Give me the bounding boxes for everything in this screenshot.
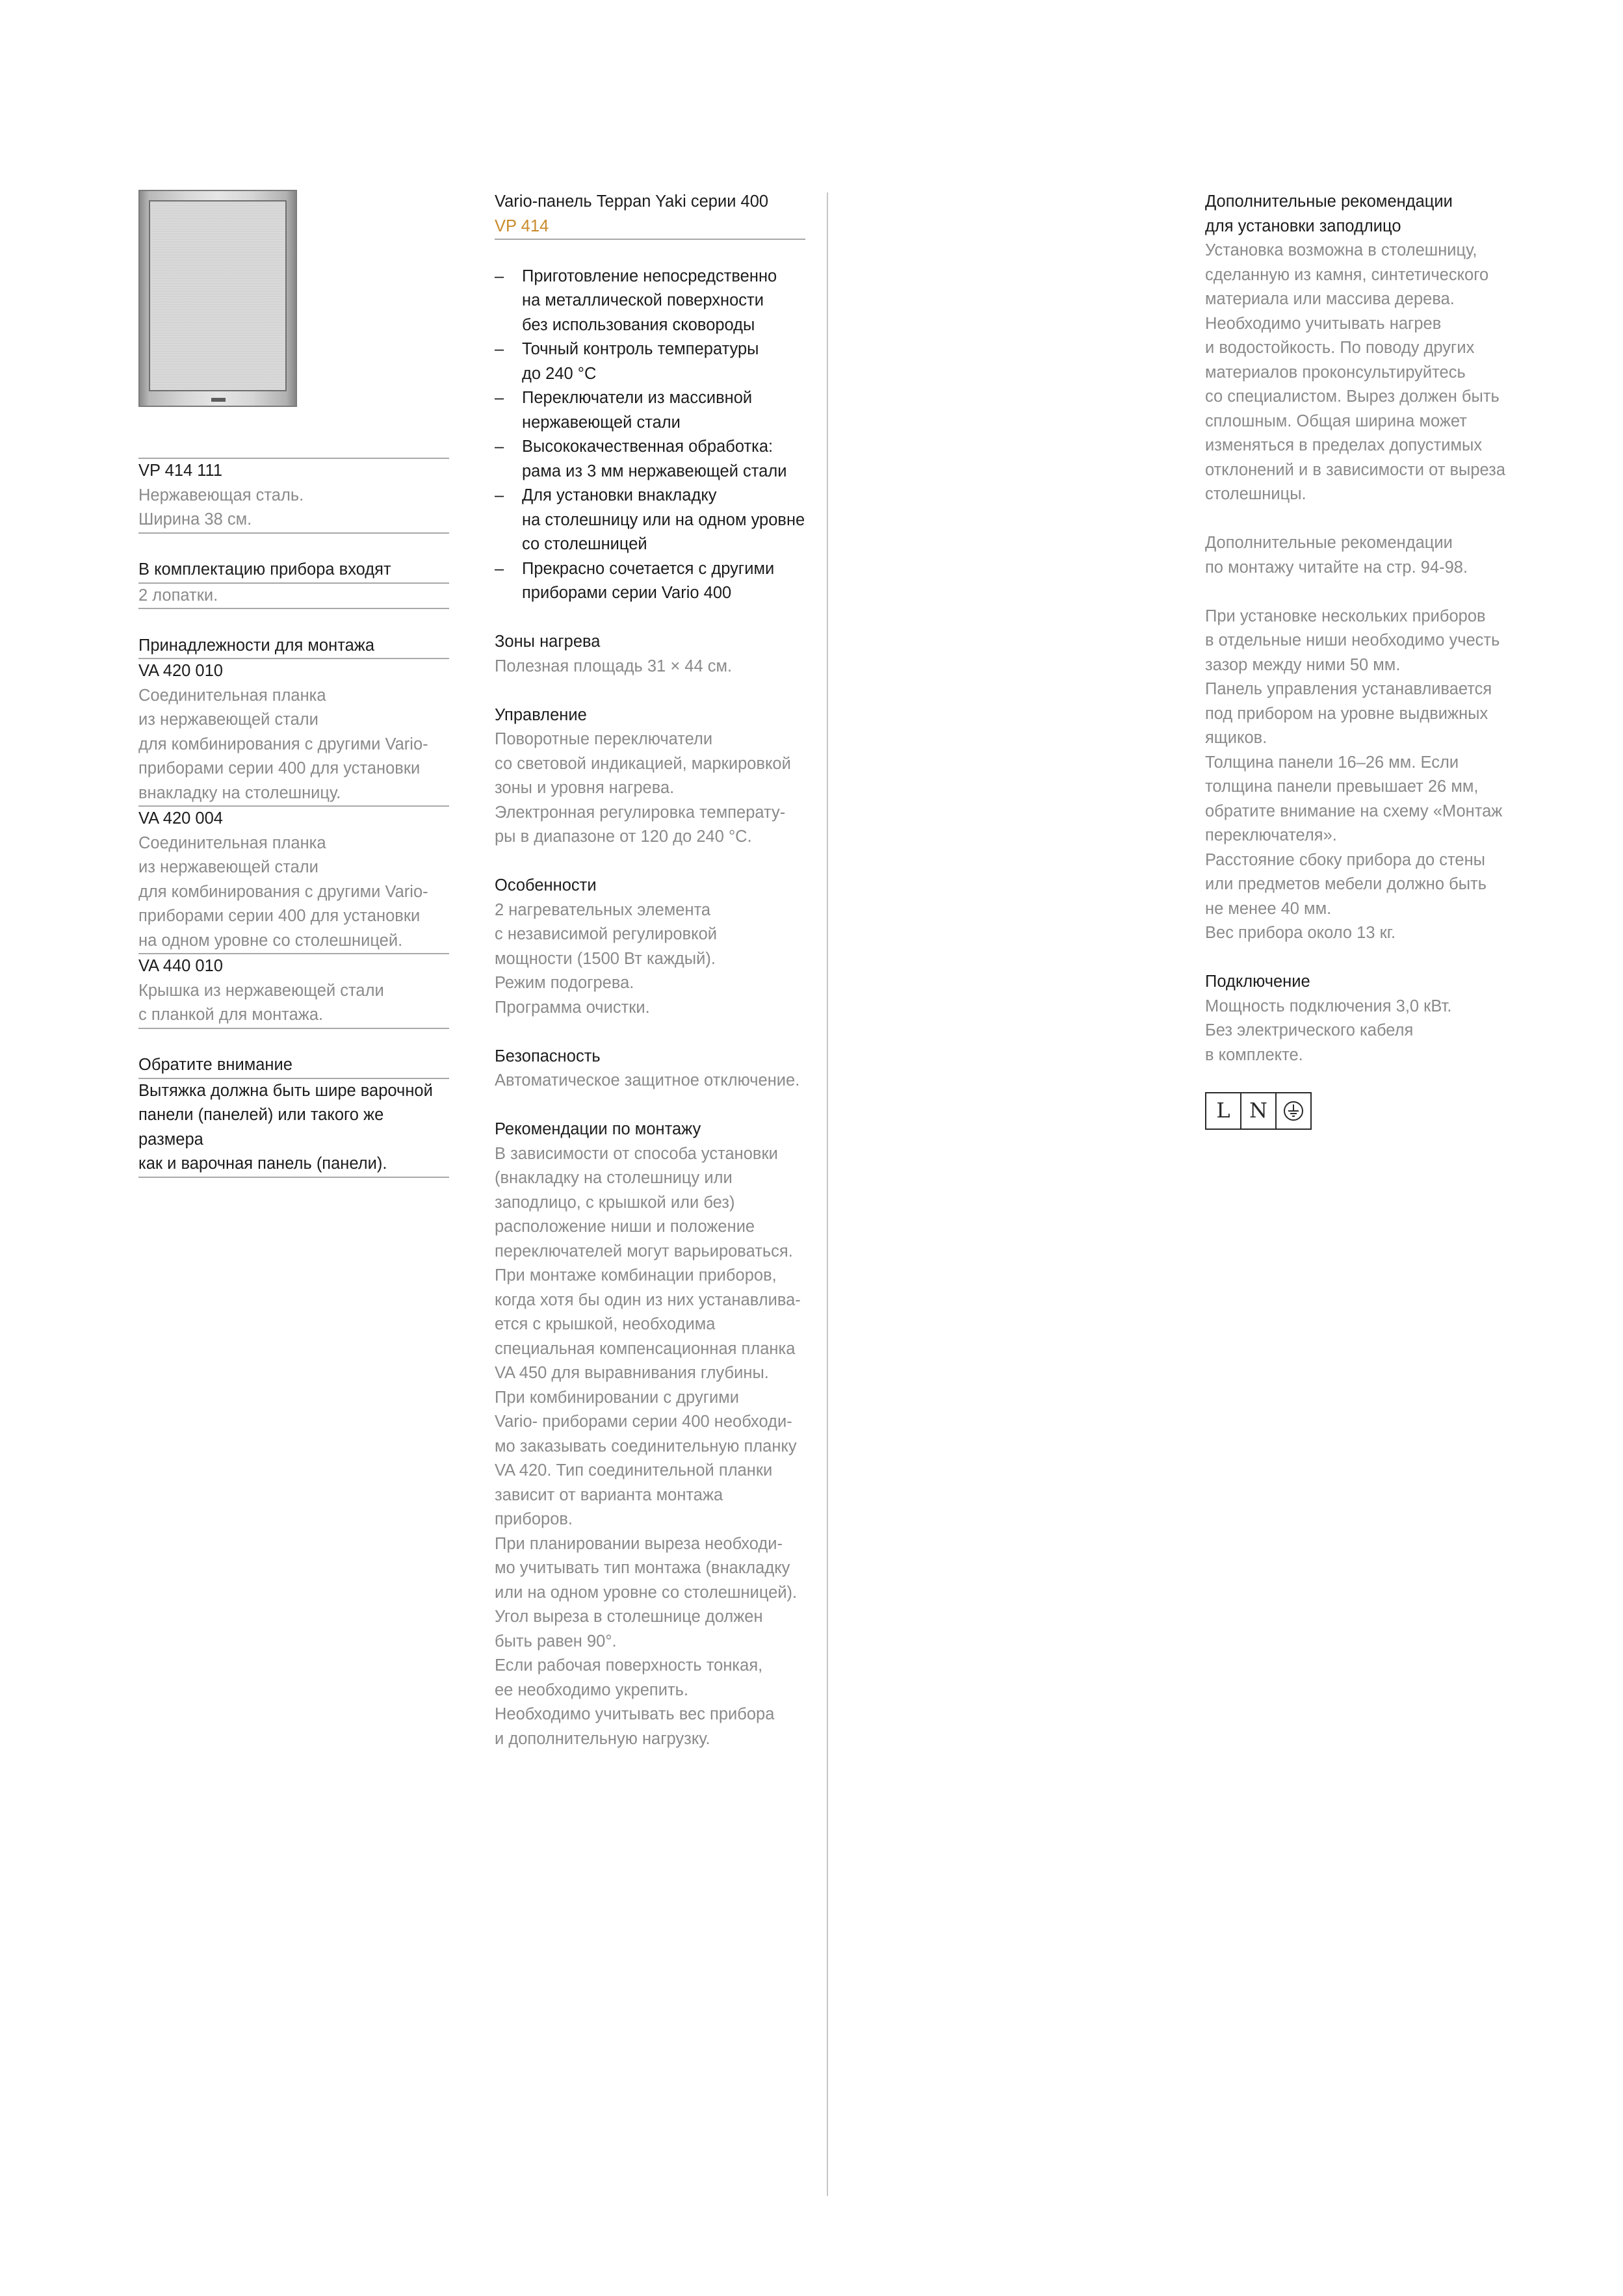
material: Нержавеющая сталь.	[138, 486, 304, 504]
note-line: как и варочная панель (панели).	[138, 1155, 387, 1173]
section-line: быть равен 90°.	[495, 1632, 617, 1650]
section-line: Необходимо учитывать вес прибора	[495, 1705, 775, 1723]
section-line: зависит от варианта монтажа	[495, 1485, 723, 1504]
flush-line: столешницы.	[1205, 485, 1306, 503]
more-info-line: по монтажу читайте на стр. 94-98.	[1205, 558, 1468, 577]
section-line: приборов.	[495, 1510, 573, 1528]
section-line: (внакладку на столешницу или	[495, 1169, 733, 1187]
section-title: Особенности	[495, 876, 597, 894]
section-line: переключателей могут варьироваться.	[495, 1242, 793, 1260]
section-line: При монтаже комбинации приборов,	[495, 1266, 777, 1285]
section-line: Если рабочая поверхность тонкая,	[495, 1656, 763, 1675]
product-code: VP 414	[495, 216, 549, 235]
note-line: Вытяжка должна быть шире варочной	[138, 1081, 433, 1100]
accessory-code: VA 420 010	[138, 662, 223, 680]
flush-title-line: Дополнительные рекомендации	[1205, 192, 1453, 211]
feature-item: – Для установки внакладку на столешницу или на одном уровне со столешницей	[495, 484, 805, 557]
accessory-code: VA 440 010	[138, 957, 223, 975]
section-line: При комбинировании с другими	[495, 1388, 740, 1407]
model-number: VP 414 111	[138, 462, 223, 480]
connection-title: Подключение	[1205, 972, 1310, 991]
flush-line: отклонений и в зависимости от выреза	[1205, 460, 1506, 479]
connection-line: Без электрического кабеля	[1205, 1021, 1414, 1039]
section-line: VA 450 для выравнивания глубины.	[495, 1364, 769, 1382]
feature-item: – Прекрасно сочетается с другими приборами серии Vario 400	[495, 557, 805, 606]
section-title: Безопасность	[495, 1047, 601, 1065]
line-terminal-symbol: L	[1205, 1092, 1241, 1130]
section-line: расположение ниши и положение	[495, 1218, 755, 1236]
section-title: Рекомендации по монтажу	[495, 1120, 701, 1138]
multi-install-line: обратите внимание на схему «Монтаж	[1205, 802, 1503, 820]
neutral-terminal-symbol: N	[1240, 1092, 1277, 1130]
installation-notes-column	[1205, 190, 1530, 1130]
accessory-desc-line: из нержавеющей стали	[138, 858, 318, 876]
accessory-desc-line: Соединительная планка	[138, 686, 326, 705]
connection-line: в комплекте.	[1205, 1045, 1303, 1064]
section-line: зоны и уровня нагрева.	[495, 779, 675, 797]
section-line: ры в диапазоне от 120 до 240 °C.	[495, 828, 752, 846]
product-specs-column	[138, 190, 449, 1178]
section-line: мощности (1500 Вт каждый).	[495, 949, 716, 968]
accessory-desc-line: приборами серии 400 для установки	[138, 759, 421, 777]
note-line: панели (панелей) или такого же размера	[138, 1106, 384, 1149]
multi-install-line: толщина панели превышает 26 мм,	[1205, 777, 1479, 796]
accessories-title: Принадлежности для монтажа	[138, 636, 375, 655]
section-title: Зоны нагрева	[495, 633, 601, 651]
multi-install-line: под прибором на уровне выдвижных	[1205, 704, 1488, 723]
width: Ширина 38 см.	[138, 510, 252, 528]
included-value: 2 лопатки.	[138, 586, 218, 605]
section-line: В зависимости от способа установки	[495, 1144, 778, 1163]
section-line: 2 нагревательных элемента	[495, 900, 711, 919]
flush-line: сплошным. Общая ширина может	[1205, 411, 1467, 430]
flush-line: материалов проконсультируйтесь	[1205, 363, 1466, 382]
accessory-code: VA 420 004	[138, 809, 223, 828]
section-line: При планировании выреза необходи-	[495, 1534, 783, 1553]
flush-line: сделанную из камня, синтетического	[1205, 265, 1489, 284]
section-title: Управление	[495, 705, 587, 724]
flush-line: и водостойкость. По поводу других	[1205, 339, 1475, 357]
multi-install-line: или предметов мебели должно быть	[1205, 875, 1487, 893]
flush-line: изменяться в пределах допустимых	[1205, 436, 1483, 454]
multi-install-line: Вес прибора около 13 кг.	[1205, 924, 1396, 942]
product-description-column	[495, 190, 805, 1751]
section-line: Полезная площадь 31 × 44 см.	[495, 657, 733, 675]
multi-install-line: Панель управления устанавливается	[1205, 680, 1492, 698]
rule	[138, 1177, 449, 1178]
section-line: и дополнительную нагрузку.	[495, 1729, 710, 1748]
section-line: со световой индикацией, маркировкой	[495, 754, 791, 773]
accessory-desc-line: Крышка из нержавеющей стали	[138, 981, 384, 1000]
product-title: Vario-панель Teppan Yaki серии 400	[495, 192, 769, 211]
accessory-desc-line: Соединительная планка	[138, 833, 326, 852]
accessory-desc-line: с планкой для монтажа.	[138, 1006, 324, 1024]
section-line: Угол выреза в столешнице должен	[495, 1608, 763, 1626]
section-line: с независимой регулировкой	[495, 925, 717, 943]
section-line: или на одном уровне со столешницей).	[495, 1583, 798, 1602]
section-line: ее необходимо укрепить.	[495, 1680, 689, 1699]
accessory-desc-line: для комбинирования с другими Vario-	[138, 882, 428, 901]
accessory-desc-line: приборами серии 400 для установки	[138, 907, 421, 925]
feature-item: – Приготовление непосредственно на металлической поверхности без использования сковороды	[495, 265, 805, 338]
multi-install-line: ящиков.	[1205, 729, 1267, 747]
accessory-desc-line: из нержавеющей стали	[138, 711, 318, 729]
section-line: VA 420. Тип соединительной планки	[495, 1461, 773, 1480]
accessory-desc-line: на одном уровне со столешницей.	[138, 931, 403, 950]
teppan-plate-surface	[149, 200, 287, 391]
control-knob	[211, 398, 226, 402]
multi-install-line: Толщина панели 16–26 мм. Если	[1205, 753, 1459, 772]
accessory-desc-line: внакладку на столешницу.	[138, 783, 341, 802]
section-line: Программа очистки.	[495, 998, 650, 1017]
section-line: ется с крышкой, необходима	[495, 1315, 716, 1333]
section-line: заподлицо, с крышкой или без)	[495, 1193, 735, 1212]
section-line: специальная компенсационная планка	[495, 1339, 796, 1358]
section-line: мо учитывать тип монтажа (внакладку	[495, 1559, 790, 1577]
accessory-desc-line: для комбинирования с другими Vario-	[138, 735, 428, 753]
multi-install-line: При установке нескольких приборов	[1205, 607, 1486, 625]
multi-install-line: не менее 40 мм.	[1205, 899, 1332, 918]
section-line: Электронная регулировка температу-	[495, 803, 786, 822]
feature-item: – Переключатели из массивной нержавеющей стали	[495, 386, 805, 435]
flush-line: со специалистом. Вырез должен быть	[1205, 387, 1500, 406]
section-line: Режим подогрева.	[495, 974, 634, 992]
multi-install-line: Расстояние сбоку прибора до стены	[1205, 850, 1485, 869]
column-divider	[827, 192, 828, 2196]
flush-line: Установка возможна в столешницу,	[1205, 241, 1477, 259]
section-line: мо заказывать соединительную планку	[495, 1437, 797, 1455]
ground-icon	[1275, 1092, 1312, 1130]
flush-line: материала или массива дерева.	[1205, 290, 1455, 308]
feature-item: – Точный контроль температуры до 240 °C	[495, 337, 805, 386]
note-title: Обратите внимание	[138, 1056, 292, 1074]
multi-install-line: в отдельные ниши необходимо учесть	[1205, 631, 1500, 649]
connection-line: Мощность подключения 3,0 кВт.	[1205, 997, 1452, 1015]
included-title: В комплектацию прибора входят	[138, 560, 391, 579]
product-photo	[138, 190, 297, 407]
flush-title-line: для установки заподлицо	[1205, 216, 1401, 235]
flush-line: Необходимо учитывать нагрев	[1205, 314, 1442, 333]
section-line: Поворотные переключатели	[495, 730, 713, 748]
section-line: Автоматическое защитное отключение.	[495, 1071, 800, 1089]
section-line: Vario- приборами серии 400 необходи-	[495, 1413, 792, 1431]
ground-symbol-drawing	[1282, 1100, 1305, 1122]
feature-list	[495, 265, 805, 606]
section-line: когда хотя бы один из них устанавлива-	[495, 1290, 801, 1309]
multi-install-line: зазор между ними 50 мм.	[1205, 655, 1401, 674]
connection-symbols	[1205, 1092, 1530, 1130]
more-info-line: Дополнительные рекомендации	[1205, 534, 1453, 552]
multi-install-line: переключателя».	[1205, 826, 1337, 844]
feature-item: – Высококачественная обработка: рама из 3 мм нержавеющей стали	[495, 435, 805, 484]
